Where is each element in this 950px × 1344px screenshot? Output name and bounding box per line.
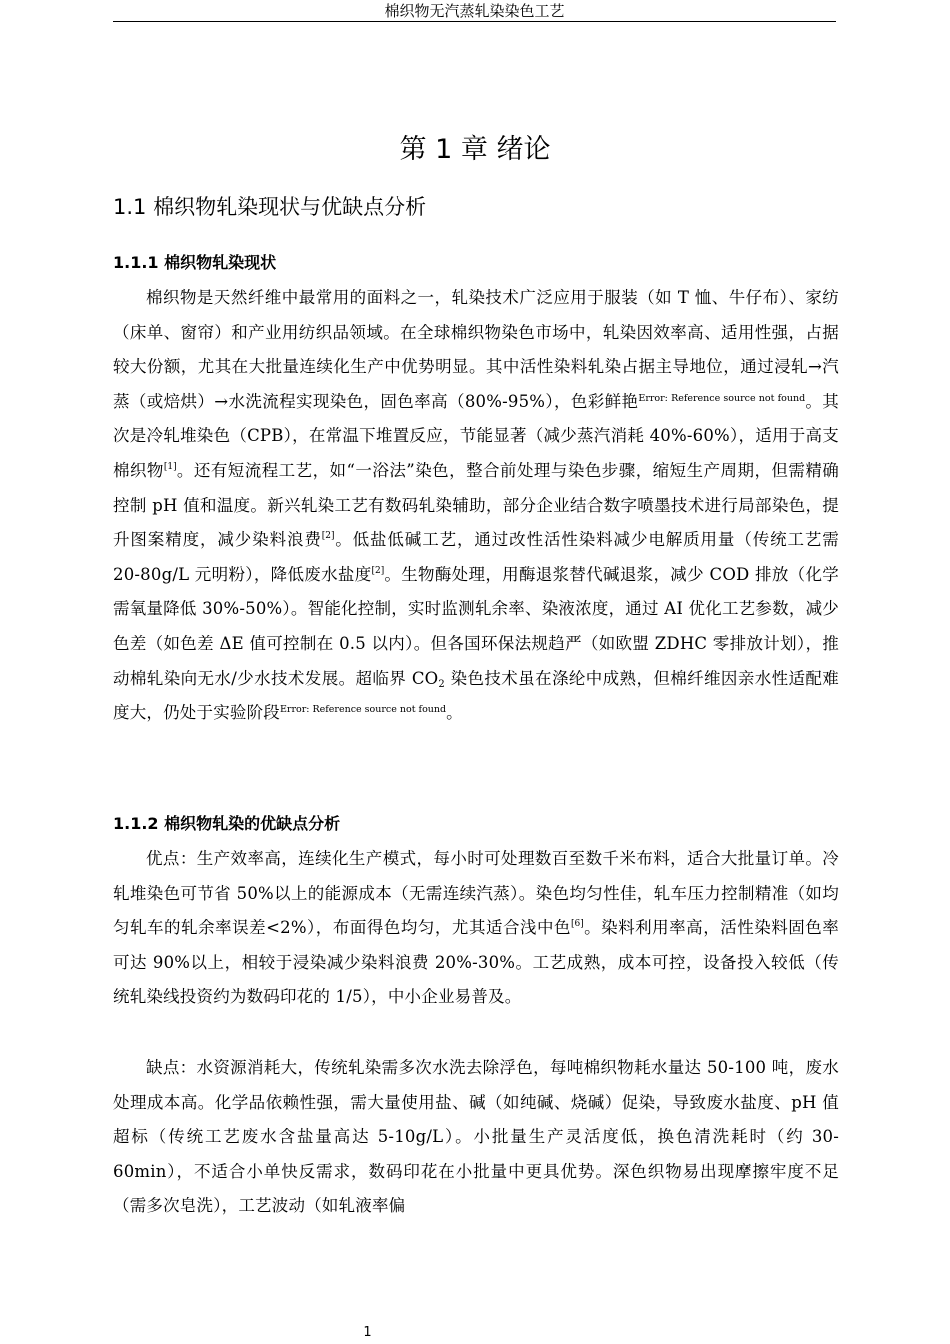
text-run: 。其次是冷轧堆染色（CPB），在常温下堆置反应，节能显著（减少蒸汽消耗 40%-60%），适用于高支棉织物 bbox=[113, 391, 839, 480]
paragraph-status bbox=[113, 281, 839, 731]
text-run: 染色技术虽在涤纶中成熟，但棉纤维因亲水性适配难度大，仍处于实验阶段 bbox=[113, 668, 840, 723]
section-title: 1.1 棉织物轧染现状与优缺点分析 bbox=[113, 195, 427, 219]
paragraph-disadvantages: 缺点：水资源消耗大，传统轧染需多次水洗去除浮色，每吨棉织物耗水量达 50-100 吨，废水处理成本高。化学品依赖性强，需大量使用盐、碱（如纯碱、烧碱）促染，导致废水盐度、pH 值超标（传统工艺废水含盐量高达 5-10g/L）。小批量生产灵活度低，换色清洗耗时（约 30-60min），不适合小单快反需求，数码印花在小批量中更具优势。深色织物易出现摩擦牢度不足（需多次皂洗），工艺波动（如轧液率偏 bbox=[113, 1058, 839, 1216]
page-number: 1 bbox=[363, 1325, 372, 1340]
citation: [1] bbox=[163, 461, 177, 472]
citation: [2] bbox=[321, 531, 335, 542]
text-run: 。染料利用率高，活性染料固色率可达 90%以上，相较于浸染减少染料浪费 20%-30%。工艺成熟，成本可控，设备投入较低（传统轧染线投资约为数码印花的 1/5），中小企业易普及。 bbox=[113, 918, 839, 1007]
subsection-title-1-1-2: 1.1.2 棉织物轧染的优缺点分析 bbox=[113, 814, 341, 833]
citation: [2] bbox=[371, 565, 385, 576]
subsection-title-1-1-1: 1.1.1 棉织物轧染现状 bbox=[113, 253, 277, 272]
paragraph-advantages bbox=[113, 842, 839, 1015]
text-run: 。还有短流程工艺，如“一浴法”染色，整合前处理与染色步骤，缩短生产周期，但需精确控制 pH 值和温度。新兴轧染工艺有数码轧染辅助，部分企业结合数字喷墨技术进行局部染色，提升图案精度，减少染料浪费 bbox=[113, 460, 839, 550]
reference-error: Error: Reference source not found bbox=[638, 392, 806, 404]
text-run: 优点：生产效率高，连续化生产模式，每小时可处理数百至数千米布料，适合大批量订单。冷轧堆染色可节省 50%以上的能源成本（无需连续汽蒸）。染色均匀性佳，轧车压力控制精准（如均匀轧车的轧余率误差<2%），布面得色均匀，尤其适合浅中色 bbox=[113, 849, 839, 938]
subscript: 2 bbox=[438, 678, 445, 690]
chapter-title: 第 1 章 绪论 bbox=[399, 134, 551, 165]
text-run: 。低盐低碱工艺，通过改性活性染料减少电解质用量（传统工艺需 20-80g/L 元明粉），降低废水盐度 bbox=[113, 530, 839, 584]
citation: [6] bbox=[571, 919, 584, 930]
text-run: 棉织物是天然纤维中最常用的面料之一，轧染技术广泛应用于服装（如 T 恤、牛仔布）、家纺（床单、窗帘）和产业用纺织品领域。在全球棉织物染色市场中，轧染因效率高、适用性强，占据较大份额，尤其在大批量连续化生产中优势明显。其中活性染料轧染占据主导地位，通过浸轧→汽蒸（或焙烘）→水洗流程实现染色，固色率高（80%-95%），色彩鲜艳 bbox=[113, 288, 839, 411]
reference-error: Error: Reference source not found bbox=[280, 704, 447, 716]
text-run: 。生物酶处理，用酶退浆替代碱退浆，减少 COD 排放（化学需氧量降低 30%-50%）。智能化控制，实时监测轧余率、染液浓度，通过 AI 优化工艺参数，减少色差（如色差 ΔE 值可控制在 0.5 以内）。但各国环保法规趋严（如欧盟 ZDHC 零排放计划），推动棉轧染向无水/少水技术发展。超临界 CO bbox=[113, 564, 840, 688]
text-run: 。 bbox=[446, 703, 463, 723]
running-header: 棉织物无汽蒸轧染染色工艺 bbox=[113, 2, 836, 22]
